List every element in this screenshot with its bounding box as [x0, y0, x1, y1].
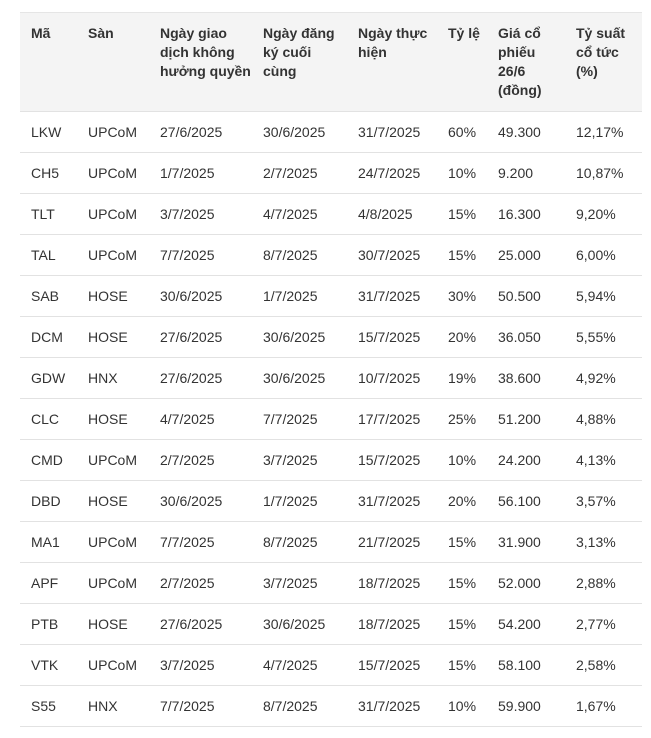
- cell-share-price: 58.100: [487, 645, 565, 686]
- cell-exchange: UPCoM: [77, 194, 149, 235]
- cell-ratio: 60%: [437, 112, 487, 153]
- cell-payment-date: 4/8/2025: [347, 194, 437, 235]
- cell-dividend-yield: 9,20%: [565, 194, 642, 235]
- cell-dividend-yield: 4,92%: [565, 358, 642, 399]
- table-row: [20, 522, 642, 563]
- table-row: [20, 563, 642, 604]
- cell-share-price: 25.000: [487, 235, 565, 276]
- cell-share-price: 54.200: [487, 604, 565, 645]
- cell-share-price: 36.050: [487, 317, 565, 358]
- cell-record-date: 1/7/2025: [252, 481, 347, 522]
- cell-record-date: 30/6/2025: [252, 317, 347, 358]
- cell-dividend-yield: 3,13%: [565, 522, 642, 563]
- cell-record-date: 2/7/2025: [252, 153, 347, 194]
- cell-payment-date: 31/7/2025: [347, 481, 437, 522]
- cell-share-price: 59.900: [487, 686, 565, 727]
- cell-ticker: SAB: [20, 276, 77, 317]
- cell-ex-rights-date: 27/6/2025: [149, 317, 252, 358]
- cell-exchange: UPCoM: [77, 522, 149, 563]
- cell-ex-rights-date: 27/6/2025: [149, 358, 252, 399]
- table-row: [20, 440, 642, 481]
- cell-record-date: 8/7/2025: [252, 522, 347, 563]
- cell-exchange: HNX: [77, 686, 149, 727]
- cell-payment-date: 21/7/2025: [347, 522, 437, 563]
- cell-exchange: UPCoM: [77, 645, 149, 686]
- cell-share-price: 24.200: [487, 440, 565, 481]
- dividend-table: [20, 12, 642, 727]
- header-ticker: Mã: [31, 25, 51, 41]
- cell-ticker: CH5: [20, 153, 77, 194]
- cell-dividend-yield: 1,67%: [565, 686, 642, 727]
- cell-ex-rights-date: 3/7/2025: [149, 194, 252, 235]
- cell-exchange: UPCoM: [77, 563, 149, 604]
- cell-record-date: 4/7/2025: [252, 645, 347, 686]
- cell-ex-rights-date: 30/6/2025: [149, 276, 252, 317]
- header-ratio: Tỷ lệ: [448, 25, 480, 41]
- cell-ratio: 15%: [437, 194, 487, 235]
- cell-ex-rights-date: 2/7/2025: [149, 440, 252, 481]
- table-row: [20, 235, 642, 276]
- cell-ratio: 10%: [437, 686, 487, 727]
- table-row: [20, 358, 642, 399]
- cell-ratio: 10%: [437, 153, 487, 194]
- cell-ex-rights-date: 7/7/2025: [149, 522, 252, 563]
- cell-share-price: 49.300: [487, 112, 565, 153]
- cell-dividend-yield: 12,17%: [565, 112, 642, 153]
- cell-exchange: HOSE: [77, 317, 149, 358]
- cell-ticker: GDW: [20, 358, 77, 399]
- cell-ratio: 20%: [437, 481, 487, 522]
- cell-ex-rights-date: 27/6/2025: [149, 604, 252, 645]
- cell-share-price: 31.900: [487, 522, 565, 563]
- header-ex-rights-date: Ngày giao dịch không hưởng quyền: [160, 25, 251, 79]
- cell-record-date: 30/6/2025: [252, 112, 347, 153]
- cell-ratio: 30%: [437, 276, 487, 317]
- cell-exchange: HOSE: [77, 604, 149, 645]
- table-header: [20, 13, 642, 112]
- cell-share-price: 50.500: [487, 276, 565, 317]
- cell-ratio: 15%: [437, 645, 487, 686]
- cell-exchange: HOSE: [77, 399, 149, 440]
- cell-payment-date: 10/7/2025: [347, 358, 437, 399]
- cell-dividend-yield: 4,88%: [565, 399, 642, 440]
- table-row: [20, 686, 642, 727]
- cell-ex-rights-date: 2/7/2025: [149, 563, 252, 604]
- cell-ex-rights-date: 7/7/2025: [149, 235, 252, 276]
- cell-payment-date: 15/7/2025: [347, 440, 437, 481]
- cell-ticker: CLC: [20, 399, 77, 440]
- cell-record-date: 7/7/2025: [252, 399, 347, 440]
- cell-dividend-yield: 2,88%: [565, 563, 642, 604]
- cell-ticker: MA1: [20, 522, 77, 563]
- cell-dividend-yield: 10,87%: [565, 153, 642, 194]
- cell-ticker: DBD: [20, 481, 77, 522]
- table-row: [20, 276, 642, 317]
- cell-ticker: PTB: [20, 604, 77, 645]
- header-row: [20, 13, 642, 112]
- cell-payment-date: 31/7/2025: [347, 276, 437, 317]
- cell-payment-date: 15/7/2025: [347, 645, 437, 686]
- cell-record-date: 30/6/2025: [252, 358, 347, 399]
- cell-ratio: 15%: [437, 604, 487, 645]
- cell-ticker: S55: [20, 686, 77, 727]
- cell-ticker: VTK: [20, 645, 77, 686]
- header-share-price: Giá cổ phiếu 26/6 (đồng): [498, 25, 542, 98]
- cell-ticker: LKW: [20, 112, 77, 153]
- cell-payment-date: 31/7/2025: [347, 686, 437, 727]
- cell-exchange: UPCoM: [77, 153, 149, 194]
- cell-exchange: UPCoM: [77, 112, 149, 153]
- cell-ex-rights-date: 27/6/2025: [149, 112, 252, 153]
- header-exchange: Sàn: [88, 25, 114, 41]
- cell-exchange: HOSE: [77, 276, 149, 317]
- cell-dividend-yield: 2,58%: [565, 645, 642, 686]
- cell-ticker: CMD: [20, 440, 77, 481]
- table-row: [20, 399, 642, 440]
- cell-exchange: UPCoM: [77, 440, 149, 481]
- cell-payment-date: 18/7/2025: [347, 604, 437, 645]
- cell-ratio: 25%: [437, 399, 487, 440]
- cell-payment-date: 17/7/2025: [347, 399, 437, 440]
- cell-ex-rights-date: 4/7/2025: [149, 399, 252, 440]
- cell-exchange: HOSE: [77, 481, 149, 522]
- cell-record-date: 3/7/2025: [252, 563, 347, 604]
- cell-ticker: TLT: [20, 194, 77, 235]
- cell-ratio: 19%: [437, 358, 487, 399]
- cell-payment-date: 15/7/2025: [347, 317, 437, 358]
- cell-record-date: 1/7/2025: [252, 276, 347, 317]
- cell-payment-date: 24/7/2025: [347, 153, 437, 194]
- table-body: [20, 112, 642, 727]
- cell-ratio: 20%: [437, 317, 487, 358]
- cell-ratio: 15%: [437, 235, 487, 276]
- table-row: [20, 112, 642, 153]
- cell-share-price: 56.100: [487, 481, 565, 522]
- cell-dividend-yield: 5,55%: [565, 317, 642, 358]
- cell-dividend-yield: 2,77%: [565, 604, 642, 645]
- cell-share-price: 16.300: [487, 194, 565, 235]
- cell-payment-date: 18/7/2025: [347, 563, 437, 604]
- table-row: [20, 194, 642, 235]
- cell-ticker: TAL: [20, 235, 77, 276]
- cell-exchange: UPCoM: [77, 235, 149, 276]
- table-row: [20, 604, 642, 645]
- cell-ex-rights-date: 1/7/2025: [149, 153, 252, 194]
- table-row: [20, 153, 642, 194]
- dividend-table-container: [20, 12, 642, 727]
- cell-ratio: 10%: [437, 440, 487, 481]
- cell-record-date: 30/6/2025: [252, 604, 347, 645]
- cell-share-price: 51.200: [487, 399, 565, 440]
- cell-ex-rights-date: 3/7/2025: [149, 645, 252, 686]
- cell-share-price: 52.000: [487, 563, 565, 604]
- cell-share-price: 38.600: [487, 358, 565, 399]
- cell-dividend-yield: 4,13%: [565, 440, 642, 481]
- cell-record-date: 8/7/2025: [252, 235, 347, 276]
- cell-record-date: 8/7/2025: [252, 686, 347, 727]
- cell-record-date: 4/7/2025: [252, 194, 347, 235]
- cell-share-price: 9.200: [487, 153, 565, 194]
- cell-ratio: 15%: [437, 563, 487, 604]
- cell-payment-date: 30/7/2025: [347, 235, 437, 276]
- cell-exchange: HNX: [77, 358, 149, 399]
- cell-dividend-yield: 5,94%: [565, 276, 642, 317]
- cell-payment-date: 31/7/2025: [347, 112, 437, 153]
- cell-dividend-yield: 3,57%: [565, 481, 642, 522]
- cell-ratio: 15%: [437, 522, 487, 563]
- cell-ex-rights-date: 30/6/2025: [149, 481, 252, 522]
- cell-ex-rights-date: 7/7/2025: [149, 686, 252, 727]
- header-record-date: Ngày đăng ký cuối cùng: [263, 25, 335, 79]
- table-row: [20, 317, 642, 358]
- cell-ticker: DCM: [20, 317, 77, 358]
- cell-ticker: APF: [20, 563, 77, 604]
- header-dividend-yield: Tỷ suất cổ tức (%): [576, 25, 626, 79]
- table-row: [20, 645, 642, 686]
- cell-dividend-yield: 6,00%: [565, 235, 642, 276]
- header-payment-date: Ngày thực hiện: [358, 25, 428, 60]
- table-row: [20, 481, 642, 522]
- cell-record-date: 3/7/2025: [252, 440, 347, 481]
